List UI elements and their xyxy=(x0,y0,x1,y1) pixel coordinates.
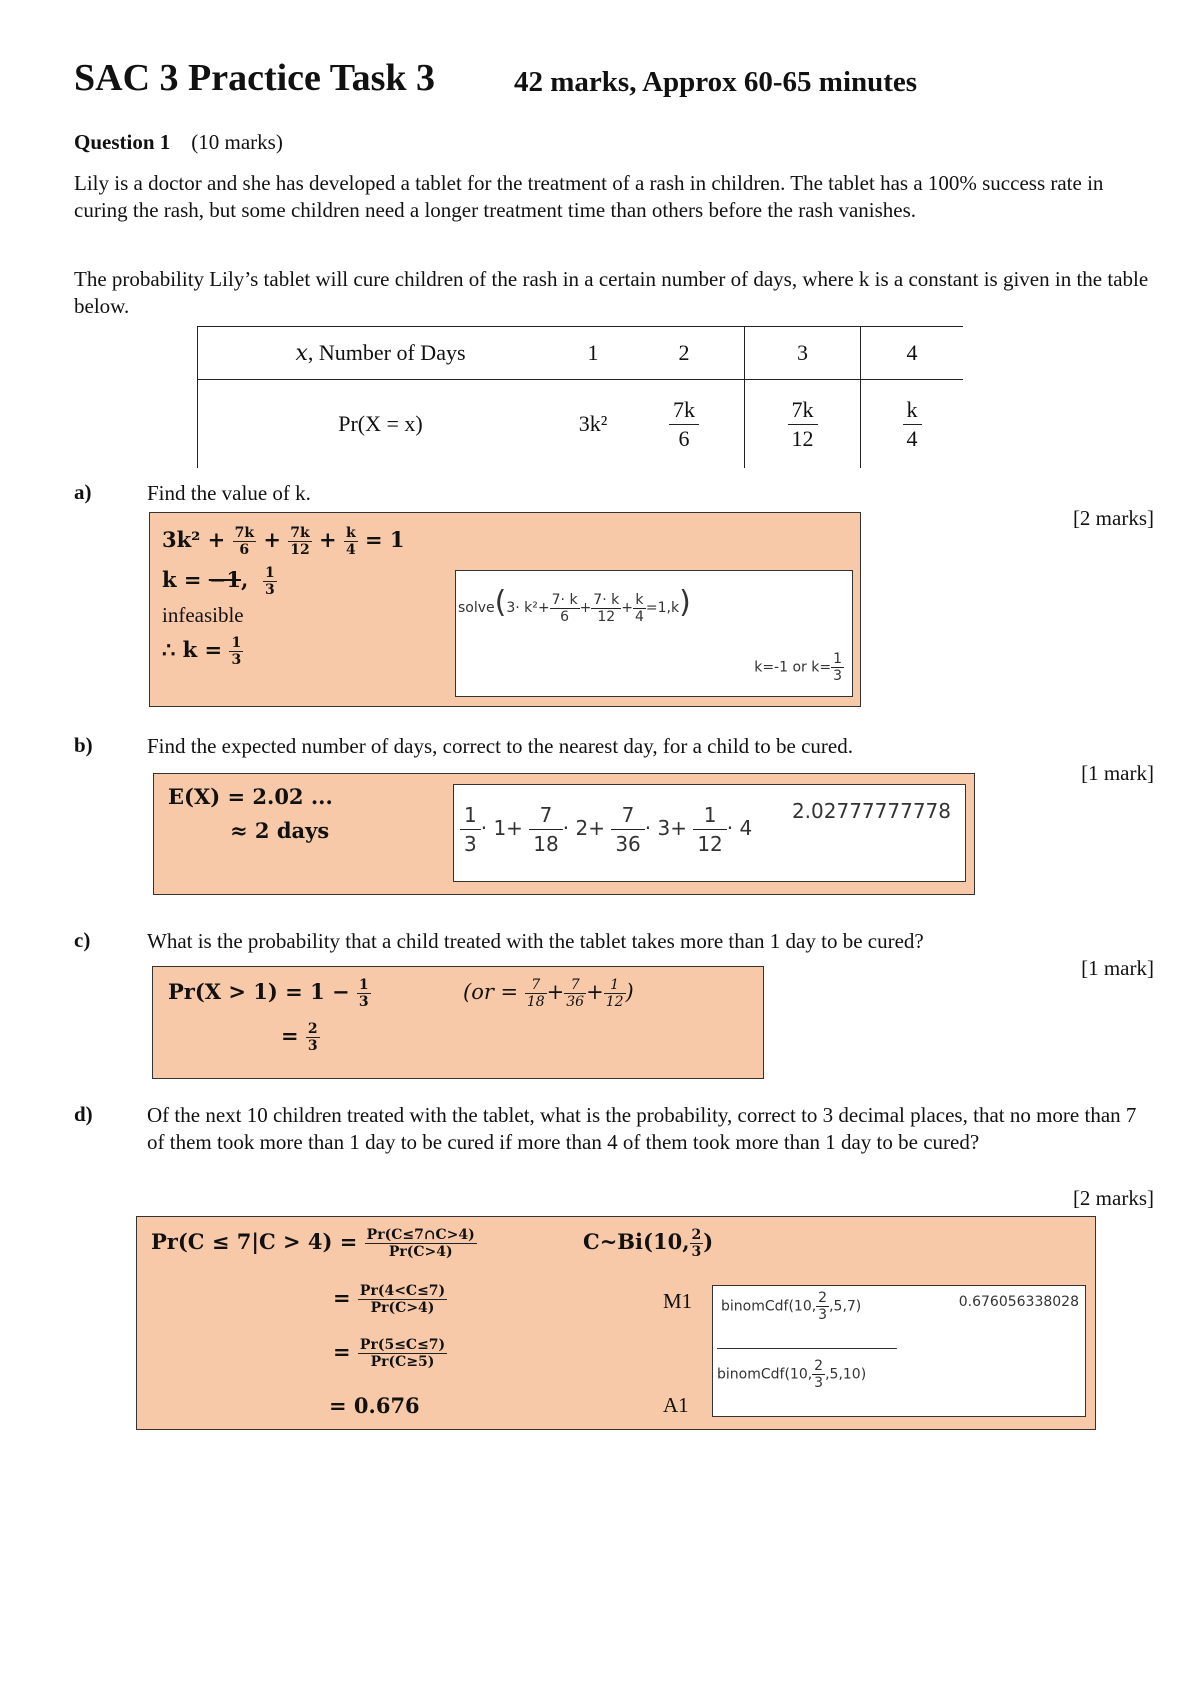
calc-d-numerator: binomCdf(10, $\frac{2}{3}$ ,5,7) xyxy=(721,1290,862,1323)
table-cell: $\frac{7k}{12}$ xyxy=(745,380,861,469)
answer-c-line1: Pr(X > 1) = 1 − $\frac{1}{3}$ xyxy=(168,977,369,1010)
table-cell: 3k² xyxy=(578,411,608,436)
answer-box-d xyxy=(136,1216,1096,1430)
calc-d-denominator: binomCdf(10, $\frac{2}{3}$ ,5,10) xyxy=(717,1358,867,1391)
question-heading xyxy=(74,130,283,155)
part-d-marks: [2 marks] xyxy=(1072,1186,1154,1210)
part-a-text: Find the value of k. xyxy=(147,481,311,505)
part-c-marks: [1 mark] xyxy=(1081,956,1154,980)
answer-a-line4: ∴ k = $\frac{1}{3}$ xyxy=(162,635,242,668)
probability-table xyxy=(197,326,963,468)
part-a-marks: [2 marks] xyxy=(1072,506,1154,530)
part-b-text: Find the expected number of days, correct to the nearest day, for a child to be cured. xyxy=(147,734,853,758)
table-cell: 3 xyxy=(745,327,861,380)
answer-a-line1: 3k² + $\frac{7k}{6}$ + $\frac{7k}{12}$ + $\frac{k}{4}$ = 1 xyxy=(162,525,405,558)
calculator-output-d xyxy=(712,1285,1086,1417)
page-subtitle: 42 marks, Approx 60-65 minutes xyxy=(514,66,918,98)
calc-b-result: 2.02777777778 xyxy=(791,799,951,823)
calc-a-result: k=-1 or k= $\frac{1}{3}$ xyxy=(754,651,842,684)
table-cell: 4 xyxy=(861,327,964,380)
answer-d-line1: Pr(C ≤ 7|C > 4) = $\frac{Pr(C\le 7\cap C>4)}{Pr(C>4)}$ xyxy=(151,1227,475,1260)
mark-a1: A1 xyxy=(663,1393,689,1417)
table-row xyxy=(198,380,964,469)
answer-b-line1: E(X) = 2.02 ... xyxy=(168,784,333,809)
calc-d-fraction-bar xyxy=(717,1348,897,1349)
table-header-days: x, Number of Days xyxy=(198,327,564,380)
part-b-label: b) xyxy=(74,733,93,757)
answer-box-b xyxy=(153,773,975,895)
page-title: SAC 3 Practice Task 3 xyxy=(74,57,435,99)
table-cell: 2 xyxy=(624,327,745,380)
calculator-output-b xyxy=(453,784,966,882)
answer-b-line2: ≈ 2 days xyxy=(230,818,330,843)
answer-d-line2: = $\frac{Pr(4<C\le 7)}{Pr(C>4)}$ xyxy=(333,1283,446,1316)
table-cell: 1 xyxy=(563,327,624,380)
table-header-probability: Pr(X = x) xyxy=(198,380,564,469)
answer-box-a xyxy=(149,512,861,707)
answer-a-line3: infeasible xyxy=(162,603,244,627)
part-d-text: Of the next 10 children treated with the tablet, what is the probability, correct to 3 decimal places, that no more than 7 of them took more than 1 day to be cured if more than 4 of them took more than 1 day to be cured? xyxy=(147,1103,1137,1154)
mark-m1: M1 xyxy=(663,1289,693,1313)
answer-d-line3: = $\frac{Pr(5\le C\le 7)}{Pr(C\ge 5)}$ xyxy=(333,1337,446,1370)
calculator-output-a xyxy=(455,570,853,697)
part-a-label: a) xyxy=(74,480,92,504)
answer-box-c xyxy=(152,966,764,1079)
answer-c-line2: = $\frac{2}{3}$ xyxy=(281,1021,318,1054)
table-cell: $\frac{k}{4}$ xyxy=(861,380,964,469)
question-marks: (10 marks) xyxy=(191,130,283,154)
table-cell: $\frac{7k}{6}$ xyxy=(624,380,745,469)
answer-c-alternative: (or = $\frac{7}{18}$ + $\frac{7}{36}$ + $\frac{1}{12}$ ) xyxy=(463,977,634,1010)
question-intro-2: The probability Lily’s tablet will cure children of the rash in a certain number of days, where k is a constant is given in the table below. xyxy=(74,267,1149,318)
calc-a-expression: solve(3· k²+ $\frac{7\cdot k}{6}$ + $\frac{7\cdot k}{12}$ + $\frac{k}{4}$ =1,k) xyxy=(458,585,691,625)
part-b-marks: [1 mark] xyxy=(1081,761,1154,785)
answer-d-distribution: C~Bi(10, $\frac{2}{3}$ ) xyxy=(583,1227,714,1260)
calc-b-expression: $\frac{1}{3}$ · 1+ $\frac{7}{18}$ · 2+ $\frac{7}{36}$ · 3+ $\frac{1}{12}$ · 4 xyxy=(460,801,752,858)
part-c-label: c) xyxy=(74,928,91,952)
part-c-text: What is the probability that a child treated with the tablet takes more than 1 day to be cured? xyxy=(147,929,924,953)
calc-d-result: 0.676056338028 xyxy=(958,1294,1079,1310)
answer-a-line2: k = −1, $\frac{1}{3}$ xyxy=(162,565,275,598)
answer-d-line4: = 0.676 xyxy=(329,1393,420,1418)
question-label: Question 1 xyxy=(74,130,171,154)
question-intro: Lily is a doctor and she has developed a tablet for the treatment of a rash in children. The tablet has a 100% success rate in curing the rash, but some children need a longer treatment time than others before the rash vanishes. xyxy=(74,171,1104,222)
part-d-label: d) xyxy=(74,1102,93,1126)
table-row xyxy=(198,327,964,380)
